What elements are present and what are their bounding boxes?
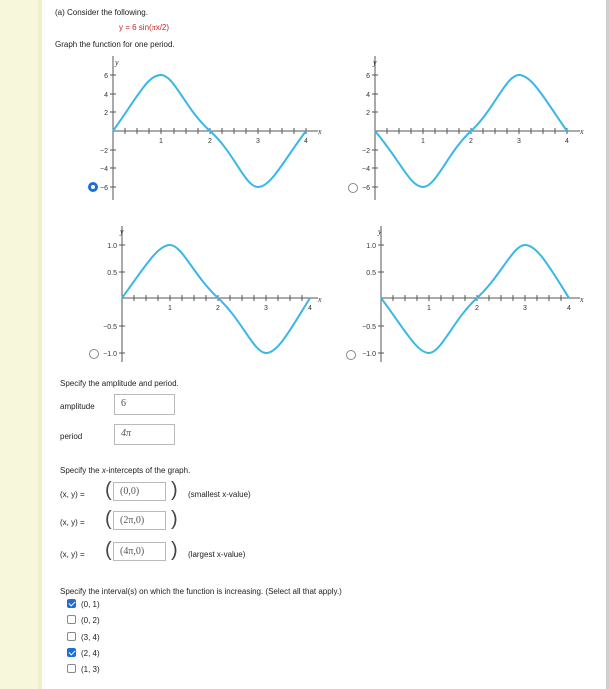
y-tick: −2: [100, 148, 108, 155]
x-axis-label: x: [318, 295, 322, 304]
x-tick: 1: [421, 138, 425, 145]
interval-checkbox[interactable]: [67, 664, 76, 673]
y-axis-label: y: [115, 58, 119, 67]
close-paren: ): [171, 508, 178, 530]
x-tick: 1: [159, 138, 163, 145]
part-label: (a) Consider the following.: [55, 8, 148, 17]
intercept-1-note: (smallest x-value): [188, 490, 251, 499]
intercept-3-label: (x, y) =: [60, 550, 85, 559]
graph-option-3-radio[interactable]: [89, 349, 99, 359]
interval-checkbox[interactable]: [67, 615, 76, 624]
y-tick: 2: [104, 110, 108, 117]
graph-option-4: [340, 222, 600, 367]
open-paren: (: [105, 508, 112, 530]
period-input[interactable]: 4π: [114, 424, 175, 445]
graph-option-2-radio[interactable]: [348, 183, 358, 193]
left-margin-bar: [0, 0, 42, 689]
y-axis-label: y: [120, 227, 124, 236]
y-tick: 2: [366, 110, 370, 117]
open-paren: (: [105, 539, 112, 561]
y-tick: 1.0: [107, 243, 117, 250]
y-tick: 4: [366, 92, 370, 99]
amp-period-prompt: Specify the amplitude and period.: [60, 379, 179, 388]
y-tick: 0.5: [366, 270, 376, 277]
x-tick: 4: [304, 138, 308, 145]
y-tick: −0.5: [103, 324, 117, 331]
y-tick: −0.5: [362, 324, 376, 331]
y-axis-label: y: [378, 227, 382, 236]
intercepts-prompt: Specify the x-intercepts of the graph.: [60, 466, 191, 475]
y-tick: −1.0: [362, 351, 376, 358]
x-tick: 4: [565, 138, 569, 145]
intercept-3-note: (largest x-value): [188, 550, 246, 559]
x-tick: 3: [256, 138, 260, 145]
interval-checkbox[interactable]: [67, 599, 76, 608]
x-tick: 1: [427, 305, 431, 312]
function-expression: y = 6 sin(πx/2): [119, 23, 170, 32]
y-axis-label: y: [373, 58, 377, 67]
graph-option-3: [75, 222, 335, 367]
interval-checkbox[interactable]: [67, 632, 76, 641]
x-tick: 2: [216, 305, 220, 312]
amplitude-input[interactable]: 6: [114, 394, 175, 415]
graph-option-4-radio[interactable]: [346, 350, 356, 360]
y-tick: −1.0: [103, 351, 117, 358]
x-tick: 3: [523, 305, 527, 312]
close-paren: ): [171, 479, 178, 501]
interval-label: (1, 3): [81, 665, 100, 674]
y-tick: −6: [100, 185, 108, 192]
graph-prompt: Graph the function for one period.: [55, 40, 175, 49]
open-paren: (: [105, 479, 112, 501]
interval-checkbox[interactable]: [67, 648, 76, 657]
x-axis-label: x: [580, 295, 584, 304]
y-tick: 4: [104, 92, 108, 99]
intercept-3-input[interactable]: (4π,0): [113, 542, 166, 561]
intercept-1-input[interactable]: (0,0): [113, 482, 166, 501]
x-tick: 1: [168, 305, 172, 312]
x-tick: 2: [475, 305, 479, 312]
y-tick: −2: [362, 148, 370, 155]
y-tick: −6: [362, 185, 370, 192]
x-tick: 2: [208, 138, 212, 145]
y-tick: 6: [104, 73, 108, 80]
interval-label: (0, 1): [81, 600, 100, 609]
interval-label: (3, 4): [81, 633, 100, 642]
x-axis-label: x: [318, 127, 322, 136]
intercept-2-input[interactable]: (2π,0): [113, 511, 166, 530]
x-tick: 3: [517, 138, 521, 145]
y-tick: −4: [100, 166, 108, 173]
intercept-1-label: (x, y) =: [60, 490, 85, 499]
x-tick: 3: [264, 305, 268, 312]
graph-option-2: [340, 52, 600, 202]
x-axis-label: x: [580, 127, 584, 136]
graph-option-1-radio[interactable]: [88, 182, 98, 192]
period-label: period: [60, 432, 83, 441]
x-tick: 4: [308, 305, 312, 312]
close-paren: ): [171, 539, 178, 561]
graph-option-1: [75, 52, 335, 202]
intercept-2-label: (x, y) =: [60, 518, 85, 527]
y-tick: −4: [362, 166, 370, 173]
y-tick: 6: [366, 73, 370, 80]
increasing-prompt: Specify the interval(s) on which the function is increasing. (Select all that apply.): [60, 587, 342, 596]
y-tick: 0.5: [107, 270, 117, 277]
x-tick: 4: [567, 305, 571, 312]
amplitude-label: amplitude: [60, 402, 95, 411]
y-tick: 1.0: [366, 243, 376, 250]
interval-label: (2, 4): [81, 649, 100, 658]
x-tick: 2: [469, 138, 473, 145]
interval-label: (0, 2): [81, 616, 100, 625]
